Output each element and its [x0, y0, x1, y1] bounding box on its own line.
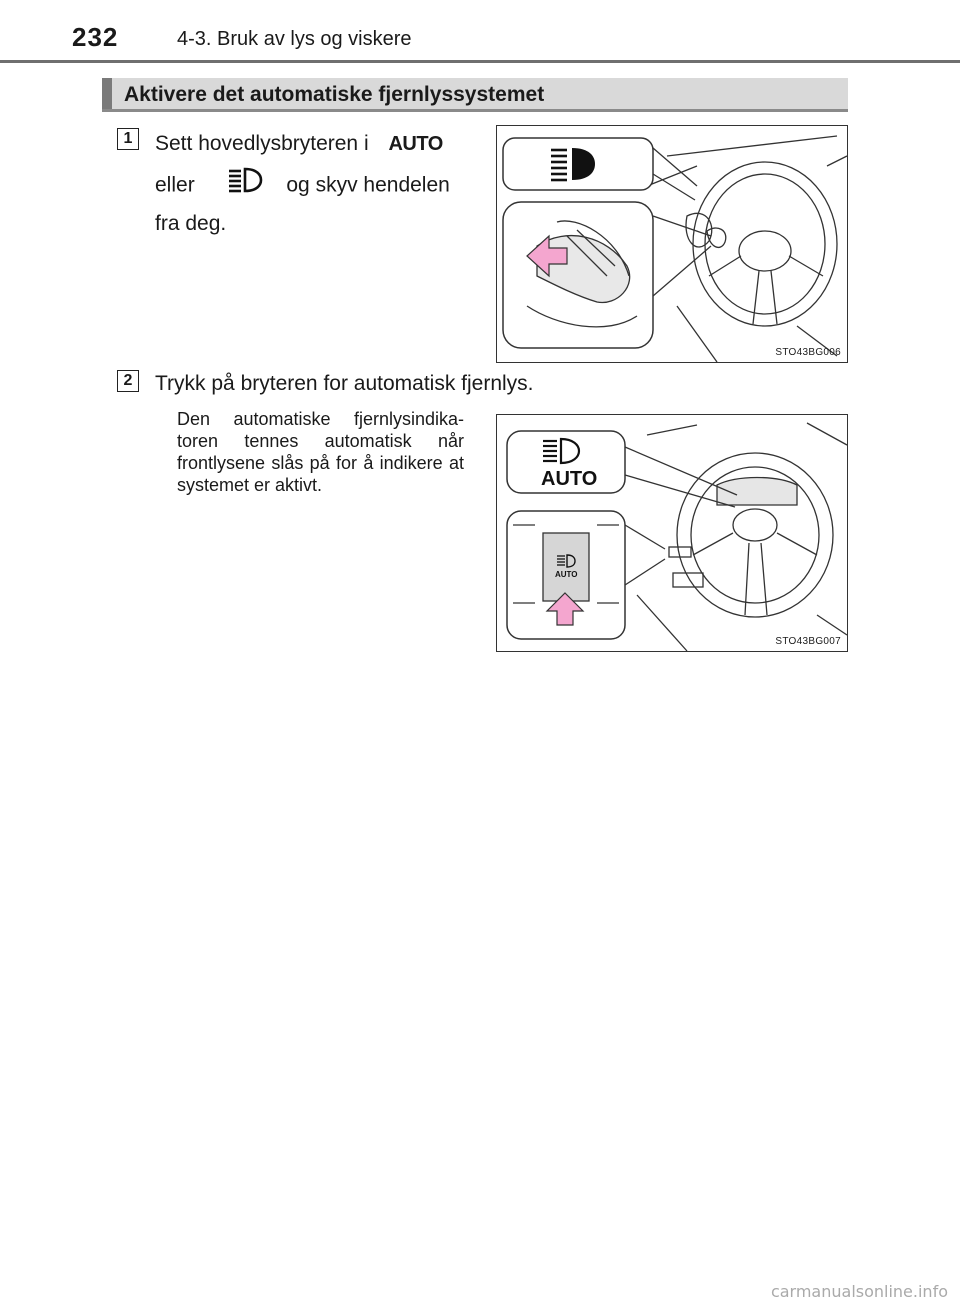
step-1-line-1	[155, 126, 475, 162]
figure-2-caption: STO43BG007	[775, 636, 841, 647]
page-number: 232	[72, 22, 119, 52]
figure-1-caption: STO43BG006	[775, 347, 841, 358]
step-1-text-part1: Sett hovedlysbryteren i	[155, 132, 369, 155]
section-title: Aktivere det automatiske fjernlyssystemet	[124, 83, 545, 106]
header-rule	[0, 60, 960, 63]
figure-1	[496, 125, 848, 363]
step-1-text	[155, 126, 475, 242]
figure-2	[496, 414, 848, 652]
callout-auto-label: AUTO	[541, 468, 598, 490]
step-2-text: Trykk på bryteren for automatisk fjernlys.	[155, 372, 534, 395]
figure-1-illustration	[497, 126, 849, 364]
step-1-badge: 1	[117, 128, 139, 150]
auto-icon-label: AUTO	[388, 133, 443, 156]
section-heading	[102, 78, 848, 112]
step-2-note: Den automatiske fjernlysindika-toren tennes automatisk når frontlysene slås på for å indikere at systemet er aktivt.	[177, 409, 464, 495]
auto-icon	[388, 126, 442, 162]
chapter-title: 4-3. Bruk av lys og viskere	[177, 28, 412, 50]
switch-auto-label: AUTO	[555, 570, 578, 579]
step-1-text-part2: eller	[155, 174, 195, 197]
watermark: carmanualsonline.info	[770, 1282, 948, 1301]
step-1-text-part3: og skyv hendelen	[286, 174, 450, 197]
high-beam-icon	[223, 166, 263, 206]
figure-2-illustration	[497, 415, 849, 653]
section-accent	[102, 78, 112, 109]
step-1-line-2	[155, 166, 475, 206]
step-1-text-part4: fra deg.	[155, 212, 227, 236]
step-2-badge: 2	[117, 370, 139, 392]
